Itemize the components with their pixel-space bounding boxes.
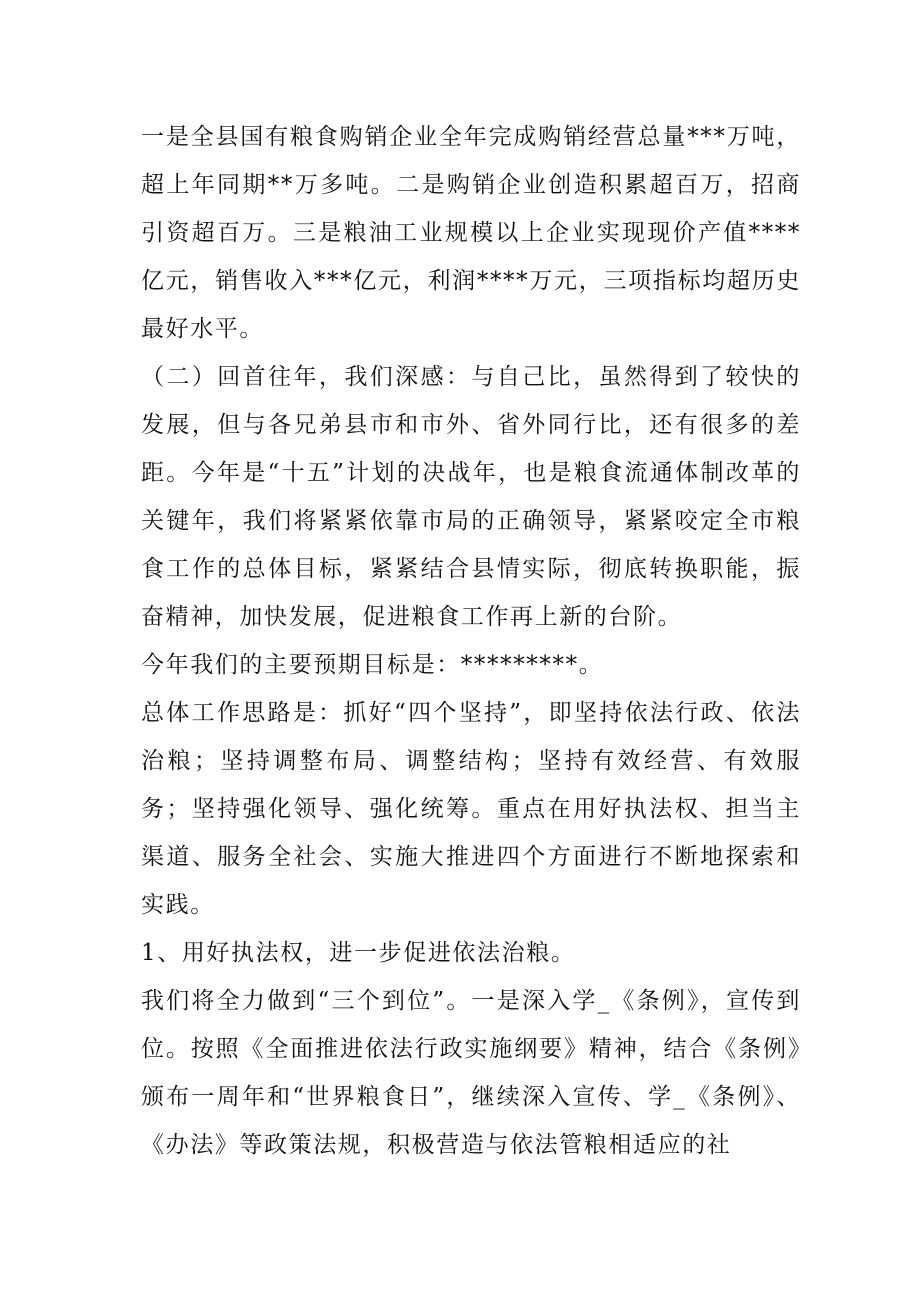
document-body (141, 113, 801, 1169)
paragraph-overall-approach: 总体工作思路是：抓好“四个坚持”，即坚持依法行政、依法治粮；坚持调整布局、调整结构；坚持有效经营、有效服务；坚持强化领导、强化统筹。重点在用好执法权、担当主渠道、服务全社会、实施大推进四个方面进行不断地探索和实践。 (141, 700, 801, 918)
paragraph-annual-targets: 今年我们的主要预期目标是：*********。 (141, 652, 604, 678)
paragraph-three-in-place: 我们将全力做到“三个到位”。一是深入学_《条例》，宣传到位。按照《全面推进依法行政实施纲要》精神，结合《条例》颁布一周年和“世界粮食日”，继续深入宣传、学_《条例》、《办法》等政策法规，积极营造与依法管粮相适应的社 (141, 988, 801, 1158)
paragraph-output-summary: 一是全县国有粮食购销企业全年完成购销经营总量***万吨，超上年同期**万多吨。二是购销企业创造积累超百万，招商引资超百万。三是粮油工业规模以上企业实现现价产值****亿元，销售收入***亿元，利润****万元，三项指标均超历史最好水平。 (141, 124, 801, 342)
section-heading-law-enforcement: 1、用好执法权，进一步促进依法治粮。 (141, 940, 576, 966)
paragraph-retrospective: （二）回首往年，我们深感：与自己比，虽然得到了较快的发展，但与各兄弟县市和市外、省外同行比，还有很多的差距。今年是“十五”计划的决战年，也是粮食流通体制改革的关键年，我们将紧紧依靠市局的正确领导，紧紧咬定全市粮食工作的总体目标，紧紧结合县情实际，彻底转换职能，振奋精神，加快发展，促进粮食工作再上新的台阶。 (141, 364, 801, 630)
